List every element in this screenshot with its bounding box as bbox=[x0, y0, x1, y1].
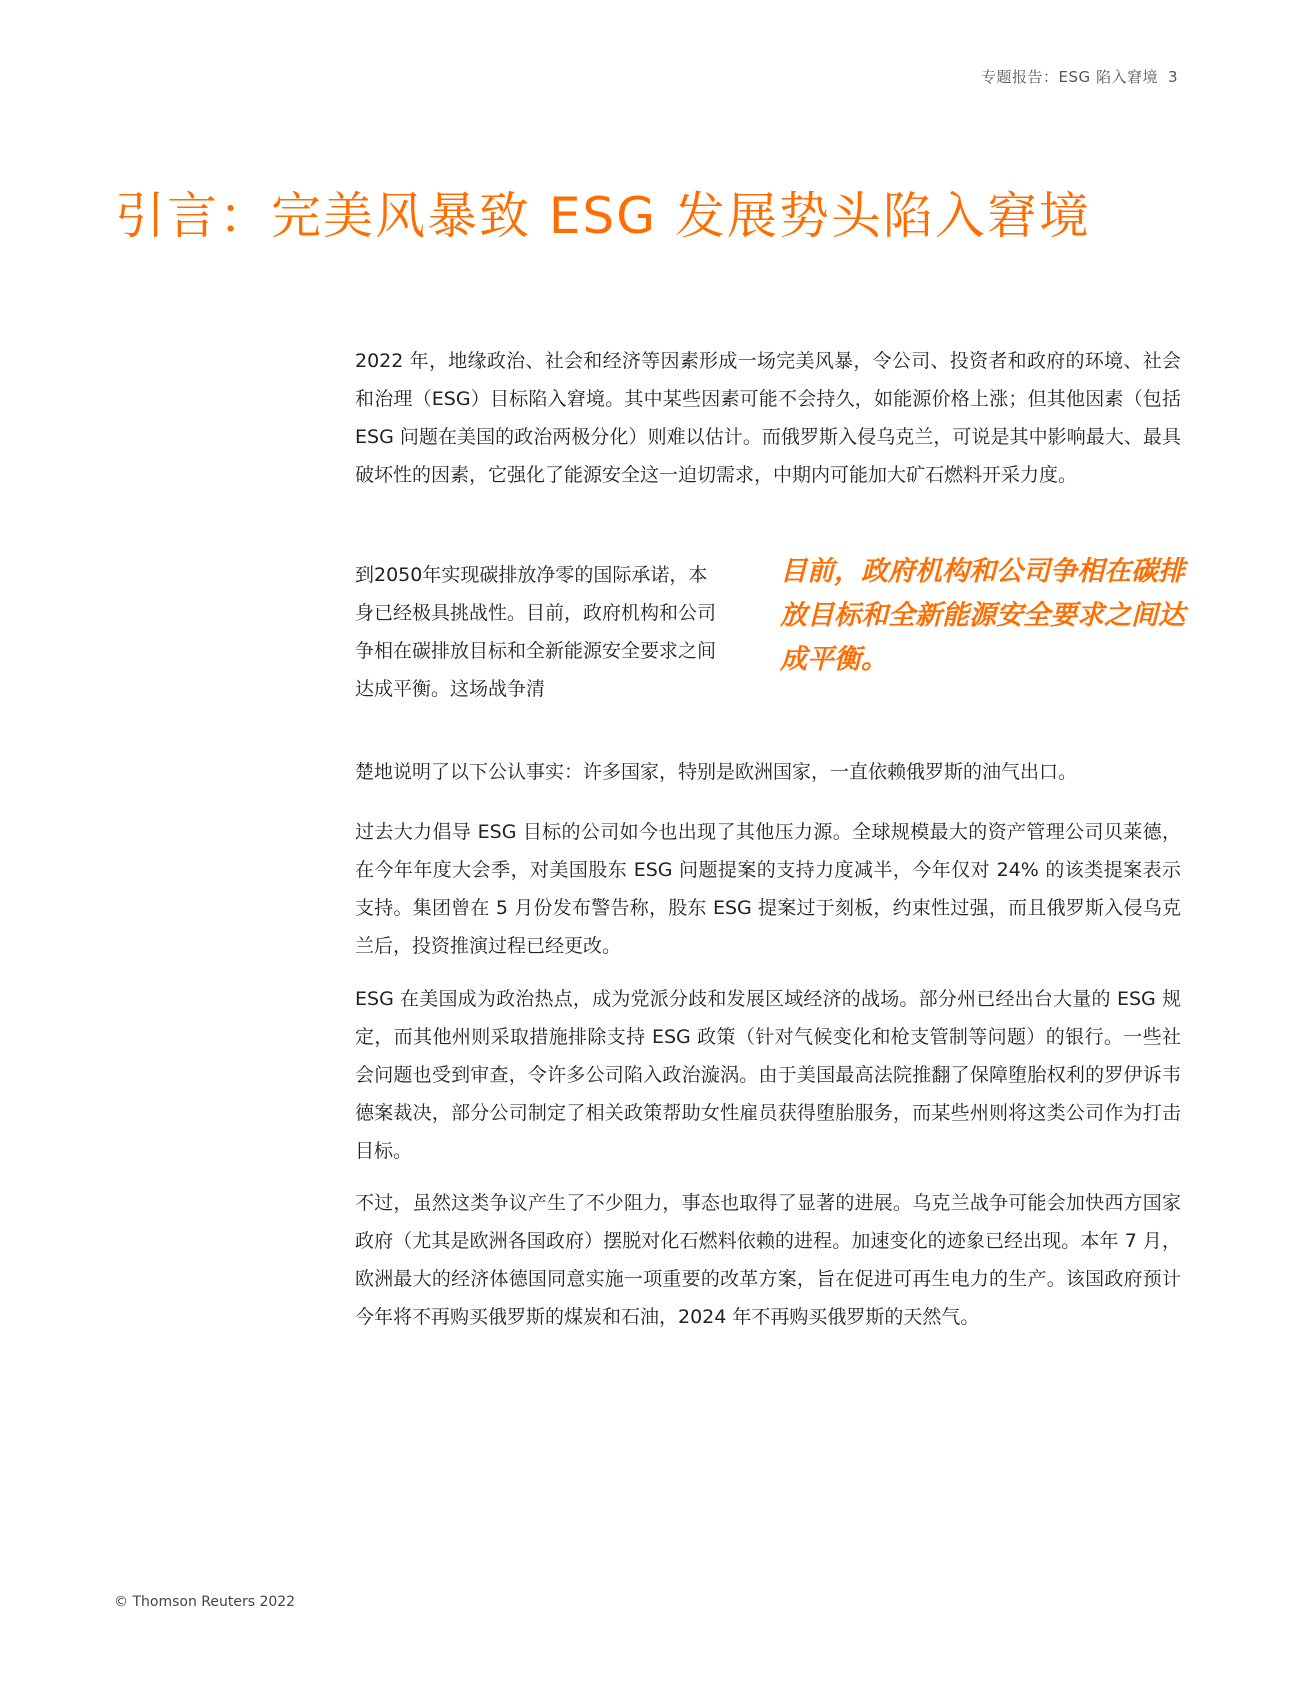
running-header-title: 专题报告：ESG 陷入窘境 bbox=[981, 68, 1158, 86]
page-number: 3 bbox=[1167, 68, 1178, 86]
body-paragraph-6: 不过，虽然这类争议产生了不少阻力，事态也取得了显著的进展。乌克兰战争可能会加快西方国家政府（尤其是欧洲各国政府）摆脱对化石燃料依赖的进程。加速变化的迹象已经出现。本年 7 月，欧洲最大的经济体德国同意实施一项重要的改革方案，旨在促进可再生电力的生产。该国政府预计今年将不再购买俄罗斯的煤炭和石油，2024 年不再购买俄罗斯的天然气。 bbox=[355, 1192, 1181, 1328]
footer-copyright: © Thomson Reuters 2022 bbox=[114, 1594, 296, 1610]
body-paragraph-2: 到2050年实现碳排放净零的国际承诺，本身已经极具挑战性。目前，政府机构和公司争相在碳排放目标和全新能源安全要求之间达成平衡。这场战争清 bbox=[355, 564, 717, 700]
body-paragraph-5: ESG 在美国成为政治热点，成为党派分歧和发展区域经济的战场。部分州已经出台大量的 ESG 规定，而其他州则采取措施排除支持 ESG 政策（针对气候变化和枪支管制等问题）的银行。一些社会问题也受到审查，令许多公司陷入政治漩涡。由于美国最高法院推翻了保障堕胎权利的罗伊诉韦德案裁决，部分公司制定了相关政策帮助女性雇员获得堕胎服务，而某些州则将这类公司作为打击目标。 bbox=[355, 988, 1181, 1162]
page-title: 引言：完美风暴致 ESG 发展势头陷入窘境 bbox=[115, 187, 1091, 245]
running-header bbox=[981, 66, 1178, 87]
body-paragraph-4: 过去大力倡导 ESG 目标的公司如今也出现了其他压力源。全球规模最大的资产管理公司贝莱德，在今年年度大会季，对美国股东 ESG 问题提案的支持力度减半，今年仅对 24% 的该类提案表示支持。集团曾在 5 月份发布警告称，股东 ESG 提案过于刻板，约束性过强，而且俄罗斯入侵乌克兰后，投资推演过程已经更改。 bbox=[355, 821, 1181, 957]
body-paragraph-1: 2022 年，地缘政治、社会和经济等因素形成一场完美风暴，令公司、投资者和政府的环境、社会和治理（ESG）目标陷入窘境。其中某些因素可能不会持久，如能源价格上涨；但其他因素（包括 ESG 问题在美国的政治两极分化）则难以估计。而俄罗斯入侵乌克兰，可说是其中影响最大、最具破坏性的因素，它强化了能源安全这一迫切需求，中期内可能加大矿石燃料开采力度。 bbox=[355, 350, 1181, 486]
body-paragraph-3: 楚地说明了以下公认事实：许多国家，特别是欧洲国家，一直依赖俄罗斯的油气出口。 bbox=[355, 761, 1078, 783]
pull-quote: 目前，政府机构和公司争相在碳排放目标和全新能源安全要求之间达成平衡。 bbox=[780, 556, 1185, 675]
